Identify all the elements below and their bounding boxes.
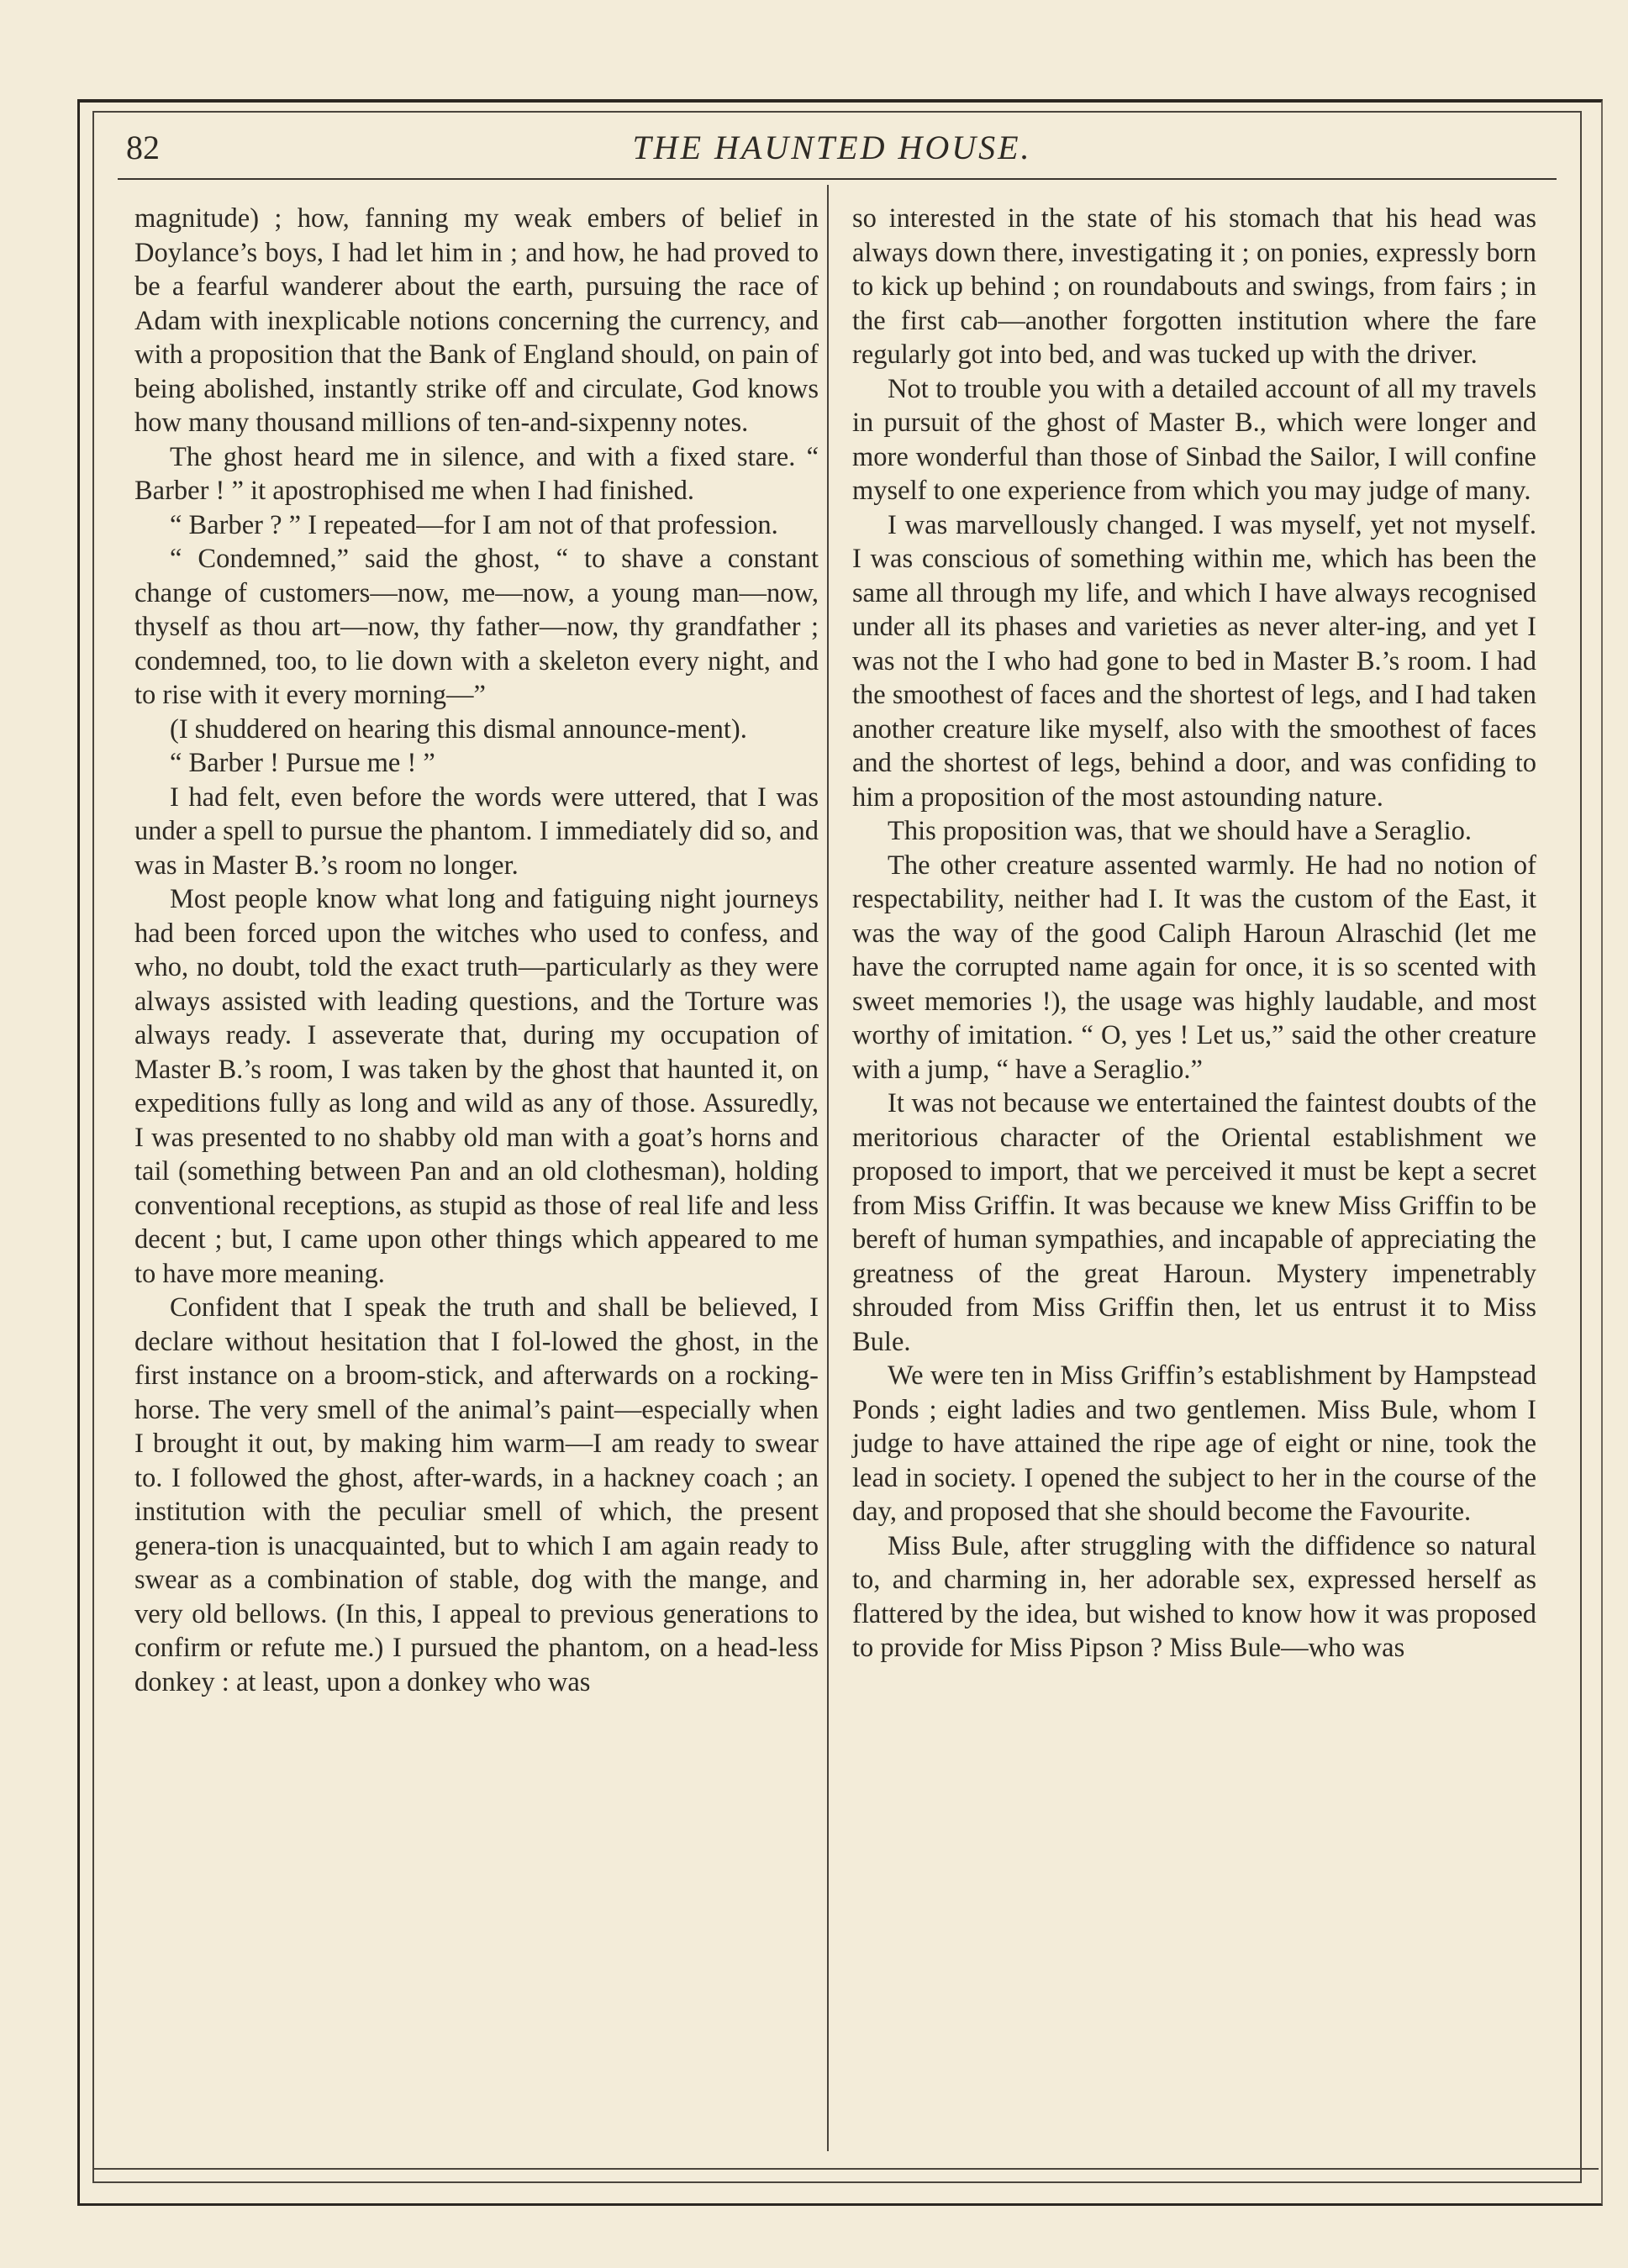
column-divider xyxy=(827,185,829,2151)
left-column xyxy=(134,202,819,1699)
paragraph: Miss Bule, after struggling with the diffidence so natural to, and charming in, her adorable sex, expressed herself as flattered by the idea, but wished to know how it was proposed to provide for Miss Pipson ? Miss Bule—who was xyxy=(852,1530,1536,1663)
paragraph: It was not because we entertained the faintest doubts of the meritorious character of the Oriental establishment we proposed to import, that we perceived it must be kept a secret from Miss Griffin. It was because we knew Miss Griffin to be bereft of human sympathies, and incapable of appreciating the greatness of the great Haroun. Mystery impenetrably shrouded from Miss Griffin then, let us entrust it to Miss Bule. xyxy=(852,1088,1536,1357)
paragraph: This proposition was, that we should have a Seraglio. xyxy=(888,816,1473,846)
paragraph: so interested in the state of his stomach that his head was always down there, investigating it ; on ponies, expressly born to kick up behind ; on roundabouts and swings, from fairs ; in the first cab—another forgotten institution where the fare regularly got into bed, and was tucked up with the driver. xyxy=(852,203,1536,370)
right-column xyxy=(852,202,1536,1665)
paragraph: Most people know what long and fatiguing night journeys had been forced upon the witches who used to confess, and who, no doubt, told the exact truth—particularly as they were always assisted with leading questions, and the Torture was always ready. I asseverate that, during my occupation of Master B.’s room, I was taken by the ghost that haunted it, on expeditions fully as long and wild as any of those. Assuredly, I was presented to no shabby old man with a goat’s horns and tail (something between Pan and an old clothesman), holding conventional receptions, as stupid as those of real life and less decent ; but, I came upon other things which appeared to me to have more meaning. xyxy=(134,884,819,1289)
paragraph: (I shuddered on hearing this dismal announce-ment). xyxy=(170,713,747,745)
page-number: 82 xyxy=(126,129,160,166)
paragraph: I was marvellously changed. I was myself, yet not myself. I was conscious of something within me, which has been the same all through my life, and which I have always recognised under all its phases and varieties as never alter-ing, and yet I was not the I who had gone to bed in Master B.’s room. I had the smoothest of faces and the shortest of legs, and I had taken another creature like myself, also with the smoothest of faces and the shortest of legs, behind a door, and was confiding to him a proposition of the most astounding nature. xyxy=(852,509,1536,813)
paragraph: Confident that I speak the truth and shall be believed, I declare without hesitation that I fol-lowed the ghost, in the first instance on a broom-stick, and afterwards on a rocking-horse. The very smell of the animal’s paint—especially when I brought it out, by making him warm—I am ready to swear to. I followed the ghost, after-wards, in a hackney coach ; an institution with the peculiar smell of which, the present genera-tion is unacquainted, but to which I am again ready to swear as a combination of stable, dog with the mange, and very old bellows. (In this, I appeal to previous generations to confirm or refute me.) I pursued the phantom, on a head-less donkey : at least, upon a donkey who was xyxy=(134,1292,819,1697)
header-rule xyxy=(118,178,1557,180)
running-title: THE HAUNTED HOUSE. xyxy=(632,129,1032,166)
paragraph: Not to trouble you with a detailed account of all my travels in pursuit of the ghost of Master B., which were longer and more wonderful than those of Sinbad the Sailor, I will confine myself to one experience from which you may judge of many. xyxy=(852,373,1536,506)
paragraph: “ Condemned,” said the ghost, “ to shave a constant change of customers—now, me—now, a young man—now, thyself as thou art—now, thy father—now, thy grandfather ; condemned, too, to lie down with a skeleton every night, and to rise with it every morning—” xyxy=(134,544,819,710)
paragraph: I had felt, even before the words were uttered, that I was under a spell to pursue the phantom. I immediately did so, and was in Master B.’s room no longer. xyxy=(134,781,819,881)
paragraph: magnitude) ; how, fanning my weak embers of belief in Doylance’s boys, I had let him in ; and how, he had proved to be a fearful wanderer about the earth, pursuing the race of Adam with inexplicable notions concerning the currency, and with a proposition that the Bank of England should, on pain of being abolished, instantly strike off and circulate, God knows how many thousand millions of ten-and-sixpenny notes. xyxy=(134,203,819,438)
paragraph: “ Barber ? ” I repeated—for I am not of that profession. xyxy=(170,509,778,540)
footer-rule xyxy=(94,2168,1599,2170)
paragraph: The ghost heard me in silence, and with a fixed stare. “ Barber ! ” it apostrophised me when I had finished. xyxy=(134,441,819,506)
paragraph: We were ten in Miss Griffin’s establishment by Hampstead Ponds ; eight ladies and two gentlemen. Miss Bule, whom I judge to have attained the ripe age of eight or nine, took the lead in society. I opened the subject to her in the course of the day, and proposed that she should become the Favourite. xyxy=(852,1360,1536,1527)
paragraph: The other creature assented warmly. He had no notion of respectability, neither had I. It was the custom of the East, it was the way of the good Caliph Haroun Alraschid (let me have the corrupted name again for once, it is so scented with sweet memories !), the usage was highly laudable, and most worthy of imitation. “ O, yes ! Let us,” said the other creature with a jump, “ have a Seraglio.” xyxy=(852,850,1536,1085)
paragraph: “ Barber ! Pursue me ! ” xyxy=(170,748,435,778)
